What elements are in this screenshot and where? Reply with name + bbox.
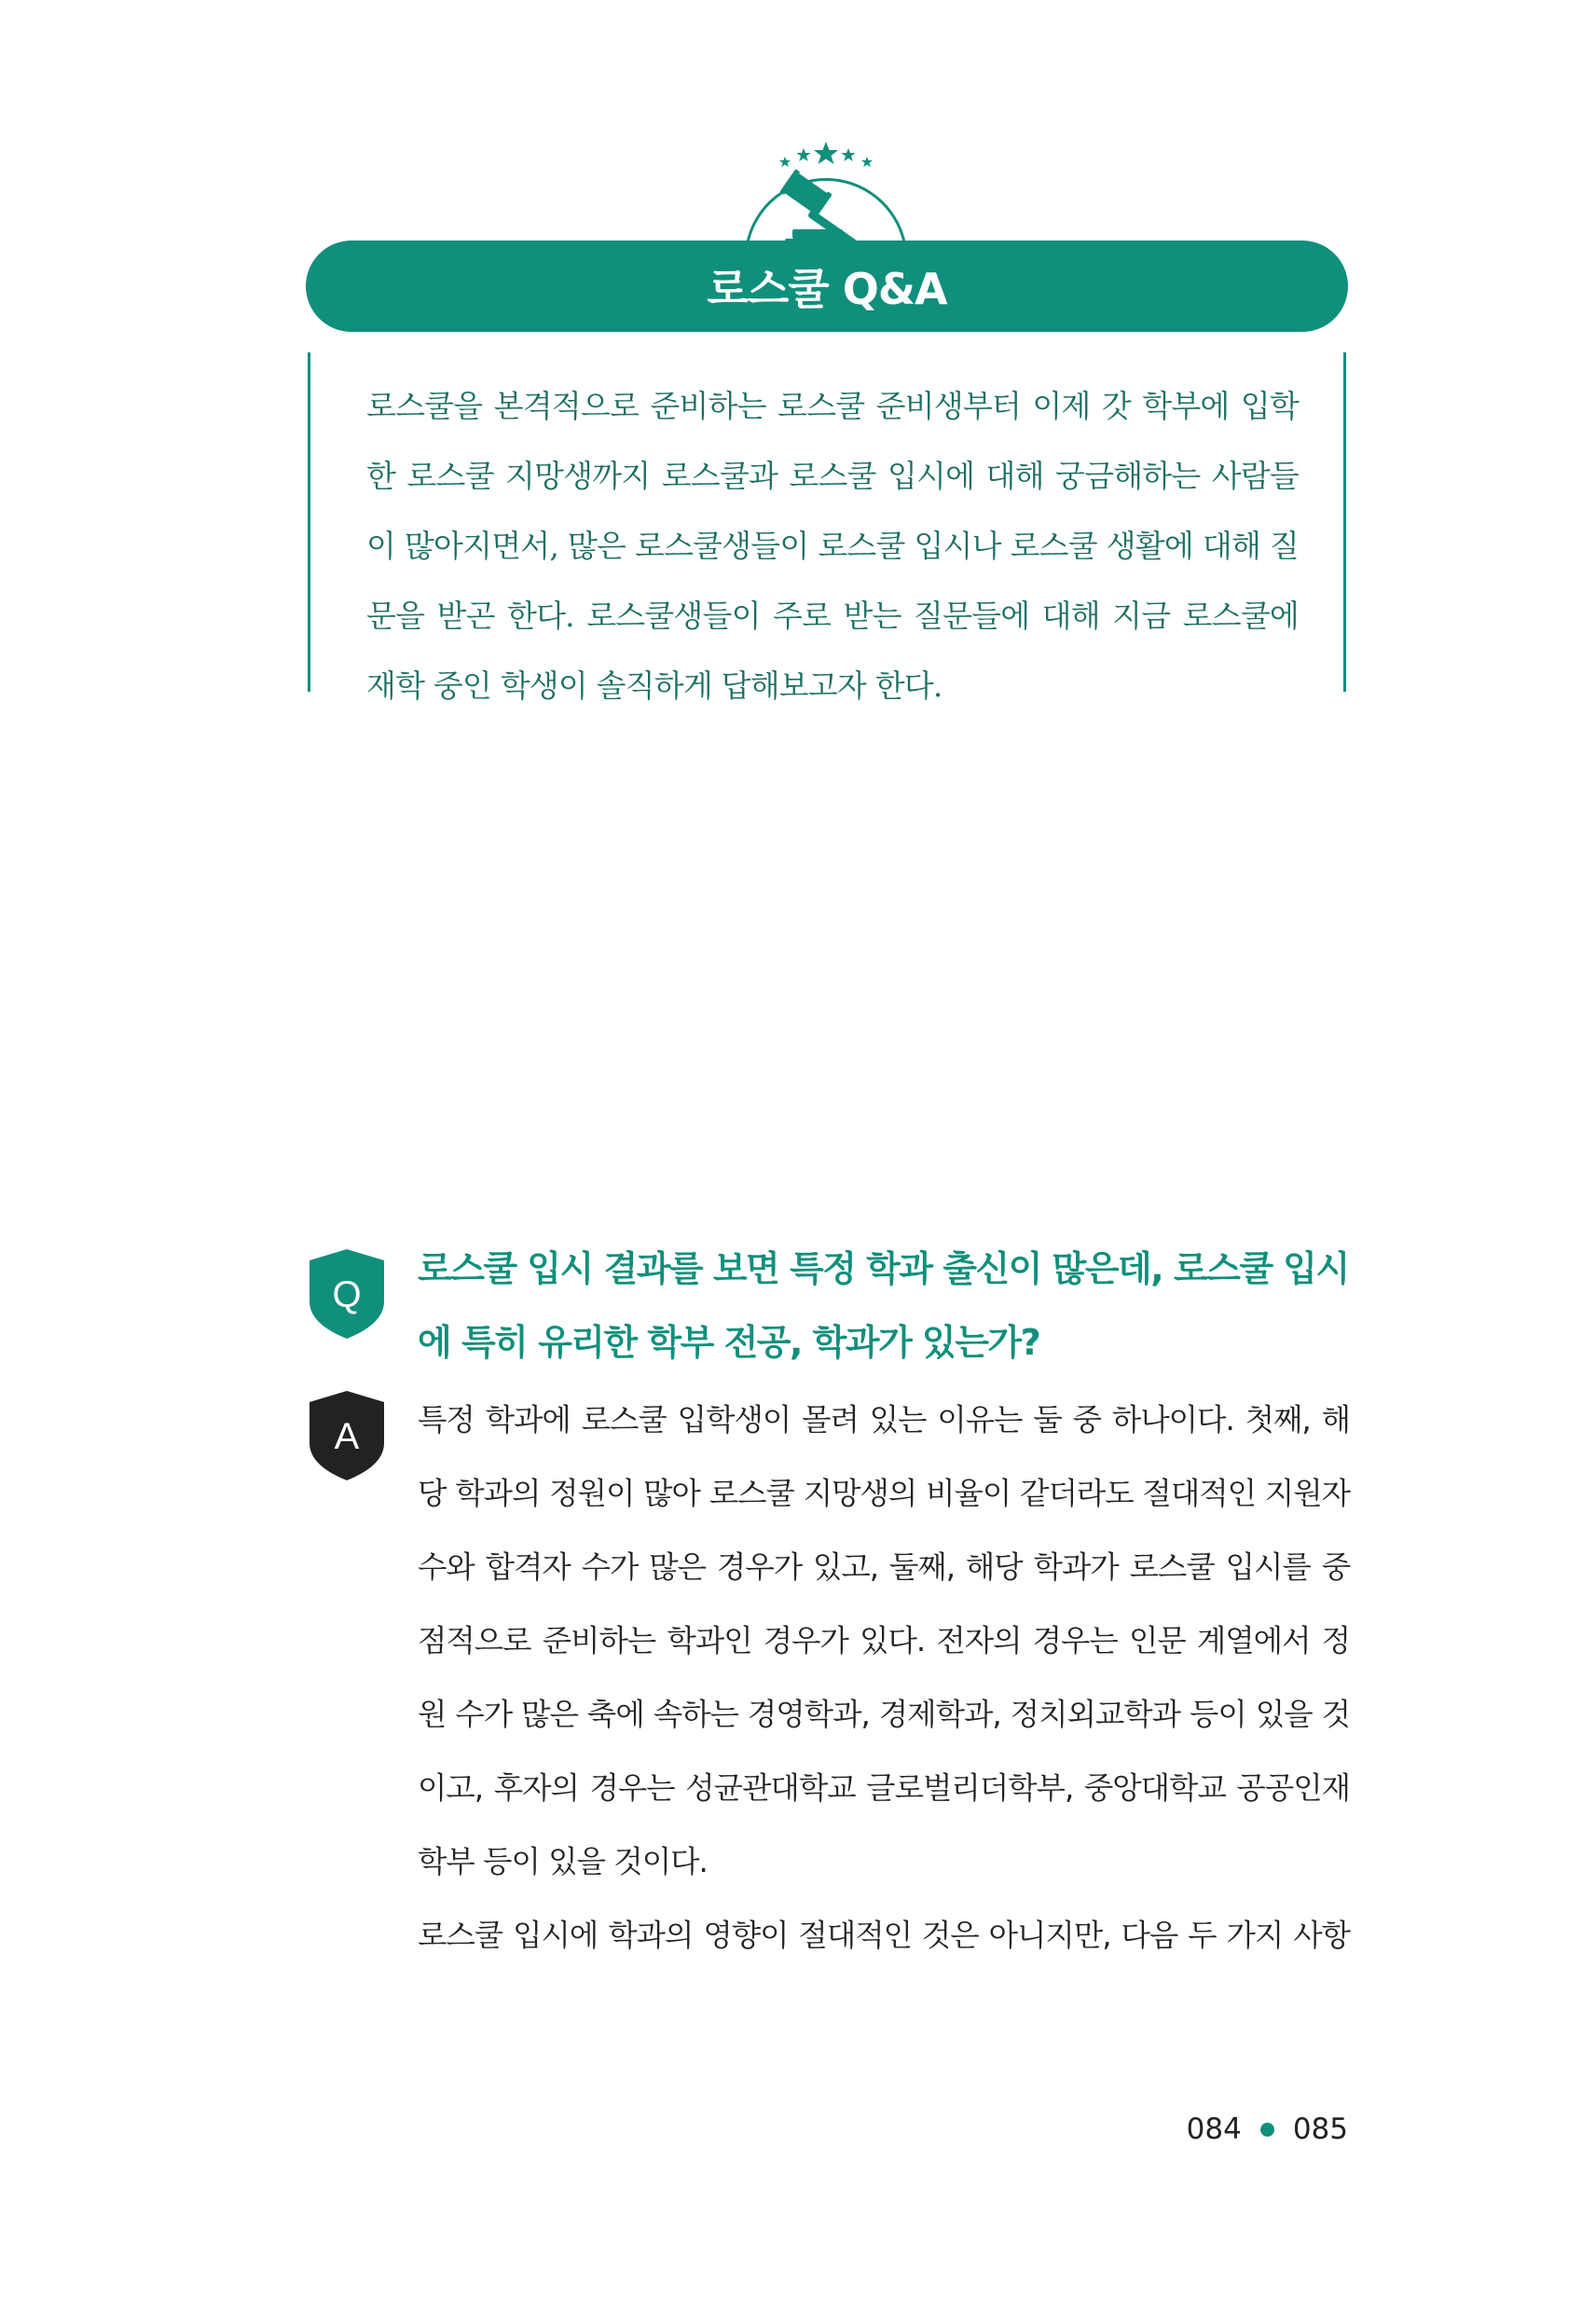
- gavel-icon: [779, 169, 867, 252]
- page-number-left: 084: [1186, 2112, 1242, 2146]
- page-title: 로스쿨 Q&A: [707, 264, 947, 314]
- page-numbers: [1187, 2112, 1348, 2146]
- intro-text: 로스쿨을 본격적으로 준비하는 로스쿨 준비생부터 이제 갓 학부에 입학한 로스쿨 지망생까지 로스쿨과 로스쿨 입시에 대해 궁금해하는 사람들이 많아지면서, 많은 로스쿨생들이 로스쿨 입시나 로스쿨 생활에 대해 질문을 받곤 한다. 로스쿨생들이 주로 받는 질문들에 대해 지금 로스쿨에 재학 중인 학생이 솔직하게 답해보고자 한다.: [366, 388, 1299, 704]
- question-text: 로스쿨 입시 결과를 보면 특정 학과 출신이 많은데, 로스쿨 입시에 특히 유리한 학부 전공, 학과가 있는가?: [418, 1248, 1349, 1363]
- question-badge: [308, 1247, 386, 1341]
- title-banner: [306, 241, 1348, 332]
- answer-body: [418, 1383, 1350, 1973]
- star-icon: [779, 142, 873, 167]
- question-badge-label: Q: [332, 1274, 362, 1315]
- answer-paragraph: 로스쿨 입시에 학과의 영향이 절대적인 것은 아니지만, 다음 두 가지 사항: [418, 1918, 1350, 1953]
- intro-box: [308, 352, 1346, 704]
- answer-badge-label: A: [334, 1416, 360, 1457]
- answer-paragraph: 특정 학과에 로스쿨 입학생이 몰려 있는 이유는 둘 중 하나이다. 첫째, 해당 학과의 정원이 많아 로스쿨 지망생의 비율이 같더라도 절대적인 지원자 수와 합격자 수가 많은 경우가 있고, 둘째, 해당 학과가 로스쿨 입시를 중점적으로 준비하는 학과인 경우가 있다. 전자의 경우는 인문 계열에서 정원 수가 많은 축에 속하는 경영학과, 경제학과, 정치외교학과 등이 있을 것이고, 후자의 경우는 성균관대학교 글로벌리더학부, 중앙대학교 공공인재학부 등이 있을 것이다.: [418, 1402, 1350, 1879]
- answer-badge: [308, 1389, 386, 1482]
- gavel-emblem: [733, 131, 919, 252]
- page-number-right: 085: [1292, 2112, 1348, 2146]
- page-separator-dot: [1260, 2123, 1274, 2137]
